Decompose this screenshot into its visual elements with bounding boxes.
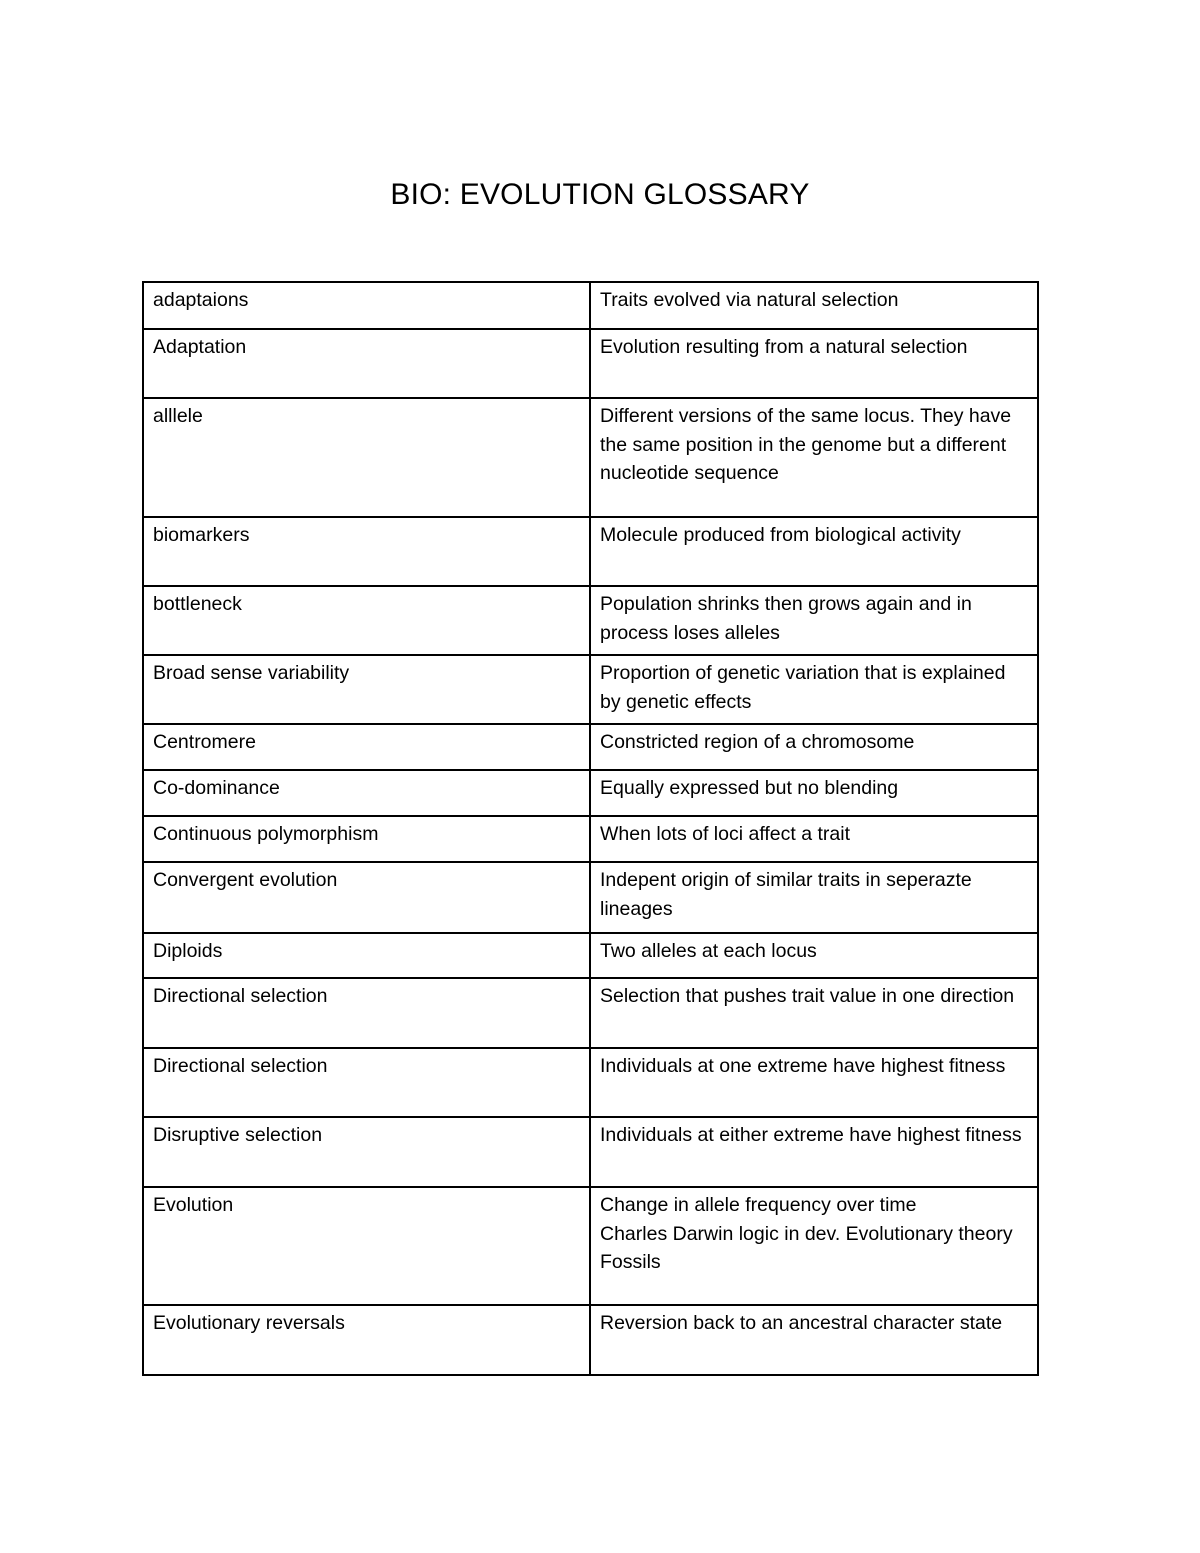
glossary-definition: [590, 1187, 1038, 1305]
glossary-definition: [590, 655, 1038, 724]
table-row: [143, 329, 1038, 398]
table-row: [143, 517, 1038, 586]
table-row: [143, 655, 1038, 724]
glossary-term: Evolutionary reversals: [143, 1305, 590, 1375]
glossary-definition-line: Charles Darwin logic in dev. Evolutionary theory: [600, 1222, 1013, 1245]
glossary-term: adaptaions: [143, 282, 590, 329]
glossary-table: [142, 281, 1039, 1376]
glossary-definition-line: Selection that pushes trait value in one direction: [600, 985, 1015, 1007]
glossary-definition: [590, 862, 1038, 933]
glossary-definition-line: Population shrinks then grows again and in process loses alleles: [600, 593, 972, 644]
table-row: [143, 1187, 1038, 1305]
glossary-definition-line: Individuals at either extreme have highest fitness: [600, 1124, 1022, 1146]
glossary-definition: [590, 770, 1038, 816]
table-row: [143, 933, 1038, 978]
table-row: [143, 816, 1038, 862]
table-row: [143, 724, 1038, 770]
glossary-term: Directional selection: [143, 1048, 590, 1117]
glossary-definition-line: Proportion of genetic variation that is explained by genetic effects: [600, 662, 1006, 713]
glossary-term: Broad sense variability: [143, 655, 590, 724]
table-row: [143, 978, 1038, 1048]
glossary-term: alllele: [143, 398, 590, 517]
table-row: [143, 862, 1038, 933]
glossary-term: Disruptive selection: [143, 1117, 590, 1187]
table-row: [143, 282, 1038, 329]
glossary-definition: [590, 282, 1038, 329]
glossary-table-body: [143, 282, 1038, 1375]
page-title: BIO: EVOLUTION GLOSSARY: [390, 178, 810, 211]
table-row: [143, 770, 1038, 816]
glossary-definition: [590, 329, 1038, 398]
glossary-definition-line: Traits evolved via natural selection: [600, 289, 899, 311]
glossary-definition: [590, 724, 1038, 770]
glossary-definition-line: Two alleles at each locus: [600, 940, 817, 962]
glossary-definition-line: Constricted region of a chromosome: [600, 731, 915, 753]
glossary-definition-line: Indepent origin of similar traits in seperazte lineages: [600, 869, 972, 920]
glossary-term: Directional selection: [143, 978, 590, 1048]
glossary-term: Evolution: [143, 1187, 590, 1305]
glossary-term: Co-dominance: [143, 770, 590, 816]
table-row: [143, 1305, 1038, 1375]
table-row: [143, 586, 1038, 655]
glossary-definition: [590, 517, 1038, 586]
glossary-term: bottleneck: [143, 586, 590, 655]
glossary-definition: [590, 1048, 1038, 1117]
glossary-definition: [590, 933, 1038, 978]
glossary-definition-line: Evolution resulting from a natural selection: [600, 336, 968, 358]
glossary-definition-line: When lots of loci affect a trait: [600, 823, 851, 845]
glossary-definition-line: Different versions of the same locus. They have the same position in the genome but a different nucleotide sequence: [600, 405, 1012, 484]
glossary-definition: [590, 978, 1038, 1048]
glossary-definition: [590, 1305, 1038, 1375]
glossary-definition-line: Change in allele frequency over time: [600, 1194, 917, 1216]
glossary-term: biomarkers: [143, 517, 590, 586]
glossary-definition-line: Fossils: [600, 1251, 661, 1273]
glossary-definition: [590, 586, 1038, 655]
glossary-term: Centromere: [143, 724, 590, 770]
glossary-term: Diploids: [143, 933, 590, 978]
glossary-definition-line: Equally expressed but no blending: [600, 777, 899, 799]
glossary-definition: [590, 816, 1038, 862]
glossary-term: Continuous polymorphism: [143, 816, 590, 862]
table-row: [143, 1048, 1038, 1117]
glossary-term: Convergent evolution: [143, 862, 590, 933]
glossary-definition: [590, 1117, 1038, 1187]
glossary-definition-line: Reversion back to an ancestral character state: [600, 1312, 1003, 1334]
glossary-definition-line: Molecule produced from biological activity: [600, 524, 961, 546]
glossary-definition: [590, 398, 1038, 517]
table-row: [143, 398, 1038, 517]
glossary-definition-line: Individuals at one extreme have highest fitness: [600, 1055, 1006, 1077]
glossary-term: Adaptation: [143, 329, 590, 398]
table-row: [143, 1117, 1038, 1187]
